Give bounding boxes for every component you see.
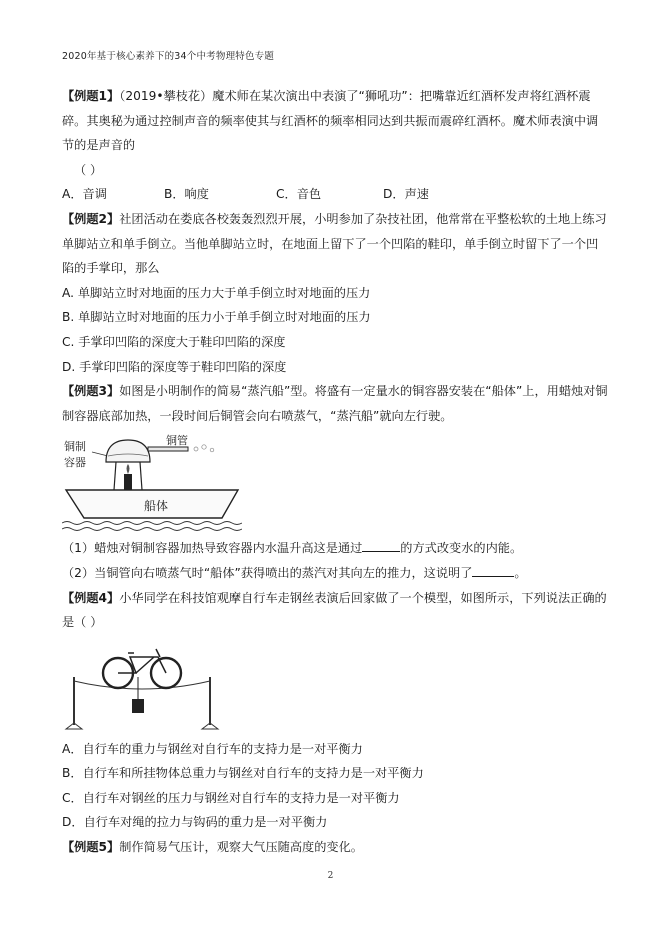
question-4-text: 小华同学在科技馆观摩自行车走钢丝表演后回家做了一个模型，如图所示，下列说法正确的是（ ） bbox=[62, 590, 607, 630]
question-3-subquestion-1 bbox=[62, 536, 608, 561]
question-4-option-d: D．自行车对绳的拉力与钩码的重力是一对平衡力 bbox=[62, 815, 328, 830]
question-1-answer-bracket: （ ） bbox=[74, 162, 103, 177]
question-4-option-c: C．自行车对钢丝的压力与钢丝对自行车的支持力是一对平衡力 bbox=[62, 790, 400, 805]
question-1-option-c: C．音色 bbox=[276, 187, 322, 202]
candle-icon bbox=[124, 474, 132, 490]
container-label-line-1: 铜制 bbox=[64, 440, 86, 454]
steam-puff-icon bbox=[202, 445, 206, 449]
question-3 bbox=[62, 379, 608, 428]
question-1-option-b: B．响度 bbox=[164, 187, 209, 202]
pipe-label: 铜管 bbox=[166, 434, 188, 448]
page-header: 2020年基于核心素养下的34个中考物理特色专题 bbox=[62, 51, 275, 62]
question-1-text: （2019•攀枝花）魔术师在某次演出中表演了“狮吼功”：把嘴靠近红酒杯发声将红酒杯震碎。其奥秘为通过控制声音的频率使其与红酒杯的频率相同达到共振而震碎红酒杯。魔术师表演中调节的是声音的 bbox=[62, 89, 599, 153]
bicycle-tightrope-figure bbox=[62, 637, 222, 735]
question-5 bbox=[62, 835, 608, 860]
question-2-option-a: A. 单脚站立时对地面的压力大于单手倒立时对地面的压力 bbox=[62, 285, 371, 300]
copper-container-icon bbox=[106, 440, 150, 462]
question-1-label: 【例题1】 bbox=[62, 89, 120, 103]
question-3-sub1-text: （1）蜡烛对铜制容器加热导致容器内水温升高这是通过 bbox=[62, 541, 363, 556]
steam-puff-icon bbox=[210, 449, 214, 453]
copper-pipe-icon bbox=[148, 447, 188, 451]
water-wave-icon bbox=[62, 528, 242, 531]
question-2-option-c: C. 手掌印凹陷的深度大于鞋印凹陷的深度 bbox=[62, 334, 286, 349]
question-4-option-b: B．自行车和所挂物体总重力与钢丝对自行车的支持力是一对平衡力 bbox=[62, 766, 424, 781]
question-3-sub2-tail: 。 bbox=[514, 565, 527, 580]
question-4-option-a: A．自行车的重力与钢丝对自行车的支持力是一对平衡力 bbox=[62, 741, 363, 756]
question-3-sub2-text: （2）当铜管向右喷蒸气时“船体”获得喷出的蒸汽对其向左的推力，这说明了 bbox=[62, 565, 473, 580]
question-4 bbox=[62, 586, 608, 635]
answer-blank-2 bbox=[472, 562, 514, 577]
content-body bbox=[62, 84, 608, 860]
question-2-label: 【例题2】 bbox=[62, 211, 120, 226]
question-1-option-d: D．声速 bbox=[383, 187, 429, 202]
water-wave-icon bbox=[62, 522, 242, 525]
question-3-text: 如图是小明制作的简易“蒸汽船”型。将盛有一定量水的铜容器安装在“船体”上，用蜡烛对铜制容器底部加热，一段时间后铜管会向右喷蒸气，“蒸汽船”就向左行驶。 bbox=[62, 384, 608, 423]
container-pointer-line bbox=[92, 452, 108, 456]
question-1 bbox=[62, 84, 608, 158]
question-2-option-d: D. 手掌印凹陷的深度等于鞋印凹陷的深度 bbox=[62, 359, 287, 374]
question-2-option-b: B. 单脚站立时对地面的压力小于单手倒立时对地面的压力 bbox=[62, 310, 371, 325]
steam-puff-icon bbox=[194, 447, 198, 451]
container-label-line-2: 容器 bbox=[64, 456, 86, 470]
question-1-option-a: A．音调 bbox=[62, 187, 107, 202]
question-4-label: 【例题4】 bbox=[62, 590, 120, 605]
answer-blank-1 bbox=[362, 537, 400, 552]
question-1-options bbox=[62, 182, 608, 207]
container-stand-right bbox=[140, 462, 142, 490]
container-stand-left bbox=[114, 462, 116, 490]
question-3-label: 【例题3】 bbox=[62, 384, 120, 399]
steel-wire bbox=[74, 681, 210, 689]
question-2 bbox=[62, 207, 608, 281]
question-2-text: 社团活动在娄底各校轰轰烈烈开展，小明参加了杂技社团，他常常在平整松软的土地上练习单脚站立和单手倒立。当他单脚站立时，在地面上留下了一个凹陷的鞋印，单手倒立时留下了一个凹陷的手掌印，那么 bbox=[62, 211, 607, 276]
question-3-subquestion-2 bbox=[62, 561, 608, 586]
question-3-sub1-tail: 的方式改变水的内能。 bbox=[400, 541, 523, 556]
question-5-text: 制作简易气压计，观察大气压随高度的变化。 bbox=[119, 840, 363, 855]
question-5-label: 【例题5】 bbox=[62, 840, 120, 855]
flame-icon bbox=[127, 464, 130, 474]
steam-boat-figure bbox=[62, 430, 242, 534]
hanging-weight-icon bbox=[132, 699, 144, 713]
hull-label: 船体 bbox=[144, 499, 169, 514]
page-number: 2 bbox=[327, 871, 334, 881]
